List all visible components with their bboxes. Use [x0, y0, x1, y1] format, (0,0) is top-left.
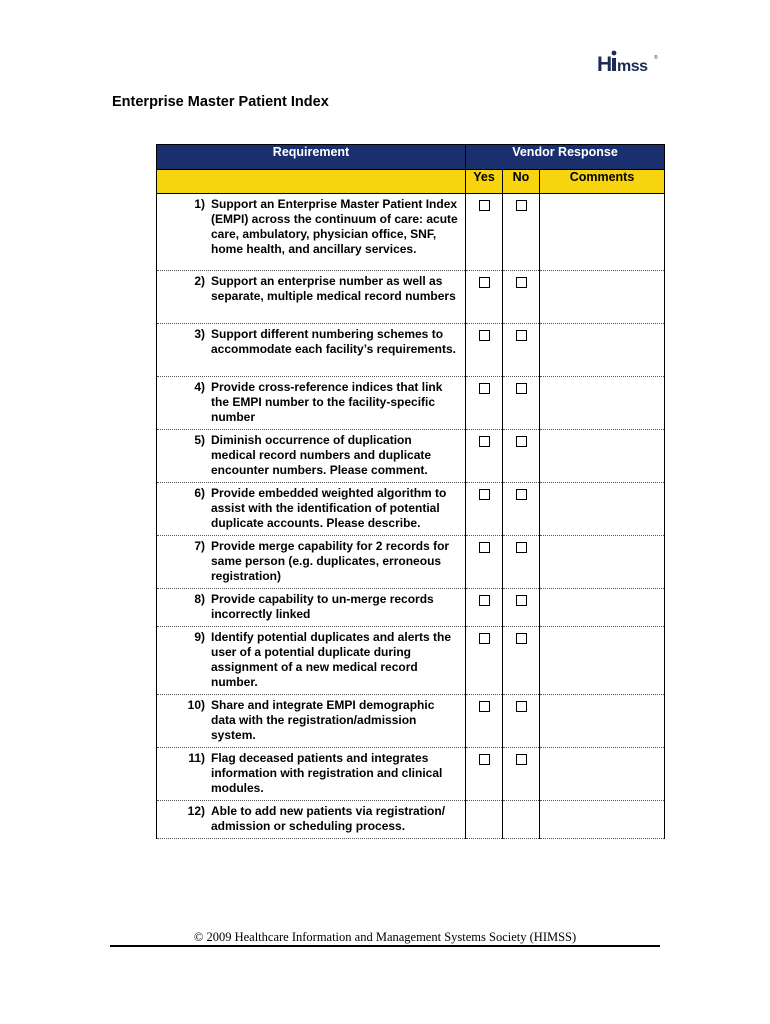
no-checkbox[interactable] [516, 701, 527, 712]
table-row [157, 748, 665, 801]
yes-cell [466, 483, 503, 536]
no-cell [503, 748, 540, 801]
comments-cell[interactable] [540, 801, 665, 839]
requirement-number: 12) [187, 804, 205, 818]
requirement-text: Support an enterprise number as well as separate, multiple medical record numbers [211, 274, 456, 303]
yes-cell [466, 801, 503, 839]
no-checkbox[interactable] [516, 754, 527, 765]
no-checkbox[interactable] [516, 383, 527, 394]
comments-cell[interactable] [540, 430, 665, 483]
no-checkbox[interactable] [516, 436, 527, 447]
no-checkbox[interactable] [516, 277, 527, 288]
no-cell [503, 695, 540, 748]
yes-checkbox[interactable] [479, 436, 490, 447]
no-cell [503, 377, 540, 430]
table-row [157, 194, 665, 271]
yes-checkbox[interactable] [479, 489, 490, 500]
comments-cell[interactable] [540, 377, 665, 430]
table-row [157, 536, 665, 589]
requirement-number: 10) [187, 698, 205, 712]
table-row [157, 324, 665, 377]
table-row [157, 589, 665, 627]
yes-column-header: Yes [466, 170, 503, 194]
yes-checkbox[interactable] [479, 754, 490, 765]
requirement-text: Identify potential duplicates and alerts the user of a potential duplicate during assignment of a new medical record number. [211, 630, 452, 689]
yes-checkbox[interactable] [479, 330, 490, 341]
yes-cell [466, 748, 503, 801]
no-cell [503, 627, 540, 695]
table-row [157, 483, 665, 536]
yes-checkbox[interactable] [479, 383, 490, 394]
requirement-cell [157, 627, 466, 695]
comments-column-header: Comments [540, 170, 665, 194]
requirement-number: 1) [194, 197, 205, 211]
requirement-text: Provide embedded weighted algorithm to assist with the identification of potential duplicate accounts. Please describe. [211, 486, 447, 530]
yes-checkbox[interactable] [479, 200, 490, 211]
yes-checkbox[interactable] [479, 701, 490, 712]
no-cell [503, 589, 540, 627]
no-cell [503, 536, 540, 589]
requirement-header: Requirement [157, 145, 466, 170]
requirement-cell [157, 483, 466, 536]
requirement-number: 6) [194, 486, 205, 500]
footer-divider [110, 945, 660, 947]
table-header-row [157, 145, 665, 170]
requirement-number: 11) [188, 751, 205, 765]
yes-cell [466, 695, 503, 748]
requirement-text: Support an Enterprise Master Patient Index (EMPI) across the continuum of care: acute care, ambulatory, physician office, SNF, home health, and ancillary services. [211, 197, 458, 256]
svg-text:®: ® [654, 55, 658, 61]
requirement-number: 3) [194, 327, 205, 341]
table-row [157, 377, 665, 430]
table-subheader-row [157, 170, 665, 194]
requirement-cell [157, 324, 466, 377]
requirement-cell [157, 748, 466, 801]
no-cell [503, 483, 540, 536]
requirement-cell [157, 536, 466, 589]
no-checkbox[interactable] [516, 595, 527, 606]
yes-cell [466, 324, 503, 377]
document-title: Enterprise Master Patient Index [112, 94, 329, 110]
vendor-response-header: Vendor Response [466, 145, 665, 170]
requirement-text: Share and integrate EMPI demographic data with the registration/admission system. [211, 698, 435, 742]
yes-checkbox[interactable] [479, 542, 490, 553]
requirement-cell [157, 377, 466, 430]
yes-cell [466, 589, 503, 627]
comments-cell[interactable] [540, 627, 665, 695]
requirement-subheader [157, 170, 466, 194]
himss-logo [596, 48, 660, 78]
requirement-number: 4) [194, 380, 205, 394]
requirement-cell [157, 271, 466, 324]
comments-cell[interactable] [540, 271, 665, 324]
requirement-number: 7) [194, 539, 205, 553]
no-cell [503, 801, 540, 839]
requirement-cell [157, 801, 466, 839]
yes-cell [466, 271, 503, 324]
no-checkbox[interactable] [516, 200, 527, 211]
requirement-text: Able to add new patients via registration/ admission or scheduling process. [211, 804, 446, 833]
yes-cell [466, 377, 503, 430]
no-column-header: No [503, 170, 540, 194]
no-cell [503, 194, 540, 271]
yes-checkbox[interactable] [479, 595, 490, 606]
comments-cell[interactable] [540, 695, 665, 748]
table-row [157, 430, 665, 483]
requirement-text: Provide merge capability for 2 records for same person (e.g. duplicates, erroneous registration) [211, 539, 450, 583]
requirement-text: Diminish occurrence of duplication medical record numbers and duplicate encounter numbers. Please comment. [211, 433, 432, 477]
table-body [157, 194, 665, 839]
requirement-text: Provide cross-reference indices that link the EMPI number to the facility-specific number [211, 380, 443, 424]
requirement-number: 9) [194, 630, 205, 644]
no-cell [503, 271, 540, 324]
table-row [157, 801, 665, 839]
requirement-cell [157, 589, 466, 627]
no-checkbox[interactable] [516, 489, 527, 500]
requirement-text: Support different numbering schemes to accommodate each facility’s requirements. [211, 327, 456, 356]
requirement-text: Provide capability to un-merge records incorrectly linked [211, 592, 434, 621]
table-row [157, 627, 665, 695]
requirement-cell [157, 430, 466, 483]
table-row [157, 271, 665, 324]
comments-cell[interactable] [540, 324, 665, 377]
copyright-footer: © 2009 Healthcare Information and Management Systems Society (HIMSS) [193, 930, 577, 944]
requirement-number: 5) [194, 433, 205, 447]
comments-cell[interactable] [540, 194, 665, 271]
no-checkbox[interactable] [516, 542, 527, 553]
yes-checkbox[interactable] [479, 633, 490, 644]
requirement-number: 8) [194, 592, 205, 606]
comments-cell[interactable] [540, 483, 665, 536]
comments-cell[interactable] [540, 748, 665, 801]
no-checkbox[interactable] [516, 633, 527, 644]
no-cell [503, 324, 540, 377]
yes-cell [466, 194, 503, 271]
comments-cell[interactable] [540, 589, 665, 627]
table-row [157, 695, 665, 748]
comments-cell[interactable] [540, 536, 665, 589]
requirement-cell [157, 695, 466, 748]
svg-text:H: H [597, 53, 612, 76]
yes-cell [466, 627, 503, 695]
svg-text:mss: mss [617, 58, 648, 75]
yes-cell [466, 430, 503, 483]
requirements-table [156, 144, 665, 839]
yes-cell [466, 536, 503, 589]
requirement-cell [157, 194, 466, 271]
yes-checkbox[interactable] [479, 277, 490, 288]
requirement-number: 2) [194, 274, 205, 288]
no-checkbox[interactable] [516, 330, 527, 341]
no-cell [503, 430, 540, 483]
requirement-text: Flag deceased patients and integrates information with registration and clinical modules. [211, 751, 443, 795]
